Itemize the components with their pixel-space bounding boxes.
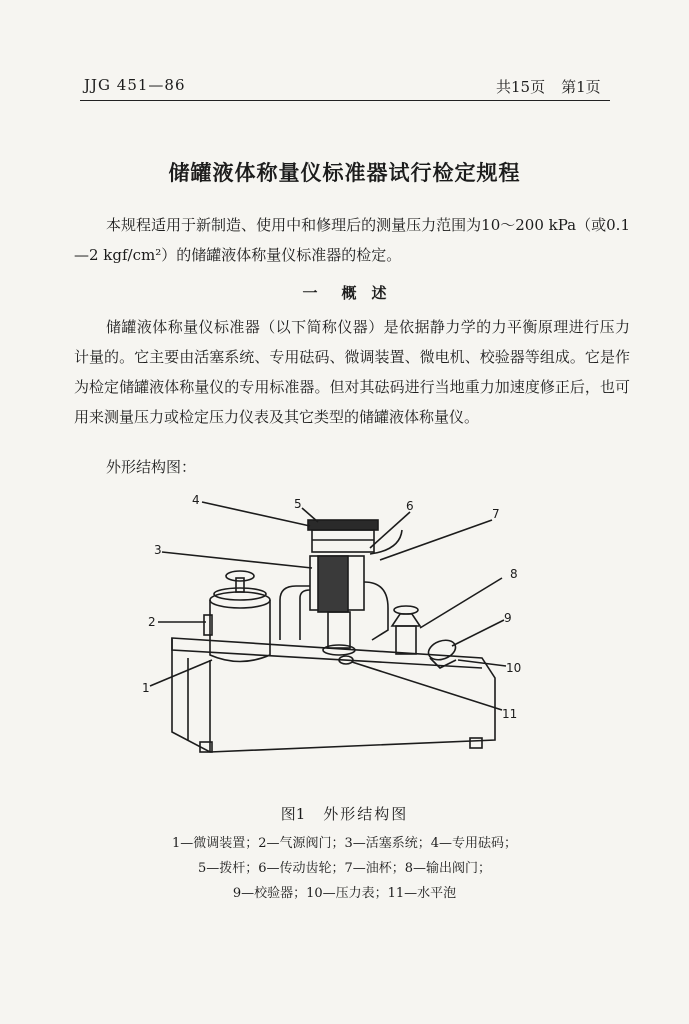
figure-intro: 外形结构图： [106,458,197,476]
overview-paragraph: 储罐液体称量仪标准器（以下简称仪器）是依据静力学的力平衡原理进行压力计量的。它主要由活塞系统、专用砝码、微调装置、微电机、校验器等组成。它是作为检定储罐液体称量仪的专用标准器。但对其砝码进行当地重力加速度修正后，也可用来测量压力或检定压力仪表及其它类型的储罐液体称量仪。 [74,318,630,426]
header-divider [80,100,610,101]
callout-5: 5 [294,497,302,511]
total-pages: 共15页 [496,78,546,96]
apparatus-figure [140,490,540,760]
legend-line: 5—拨杆；6—传动齿轮；7—油杯；8—输出阀门； [197,861,492,876]
legend-line: 1—微调装置；2—气源阀门；3—活塞系统；4—专用砝码； [171,836,518,851]
section-title: 概 述 [341,284,387,302]
callout-11: 11 [502,707,518,721]
figure-number: 图1 [280,805,306,823]
callout-7: 7 [492,507,500,521]
page-indicator [480,76,601,97]
callout-4: 4 [192,493,200,507]
section-number: 一 [302,284,318,302]
callout-8: 8 [510,567,518,581]
callout-2: 2 [148,615,156,629]
section-heading [0,282,689,303]
standard-code: JJG 451—86 [84,76,186,94]
figure-caption [0,803,689,824]
figure-title: 外形结构图 [323,805,409,823]
scope-paragraph: 本规程适用于新制造、使用中和修理后的测量压力范围为10～200 kPa（或0.1—2 kgf/cm²）的储罐液体称量仪标准器的检定。 [74,216,630,264]
legend-line: 9—校验器；10—压力表；11—水平泡 [232,886,457,901]
document-title: 储罐液体称量仪标准器试行检定规程 [168,161,521,185]
callout-3: 3 [154,543,162,557]
callout-9: 9 [504,611,512,625]
callout-1: 1 [142,681,150,695]
callout-6: 6 [406,499,414,513]
page-number: 第1页 [561,78,601,96]
callout-10: 10 [506,661,522,675]
